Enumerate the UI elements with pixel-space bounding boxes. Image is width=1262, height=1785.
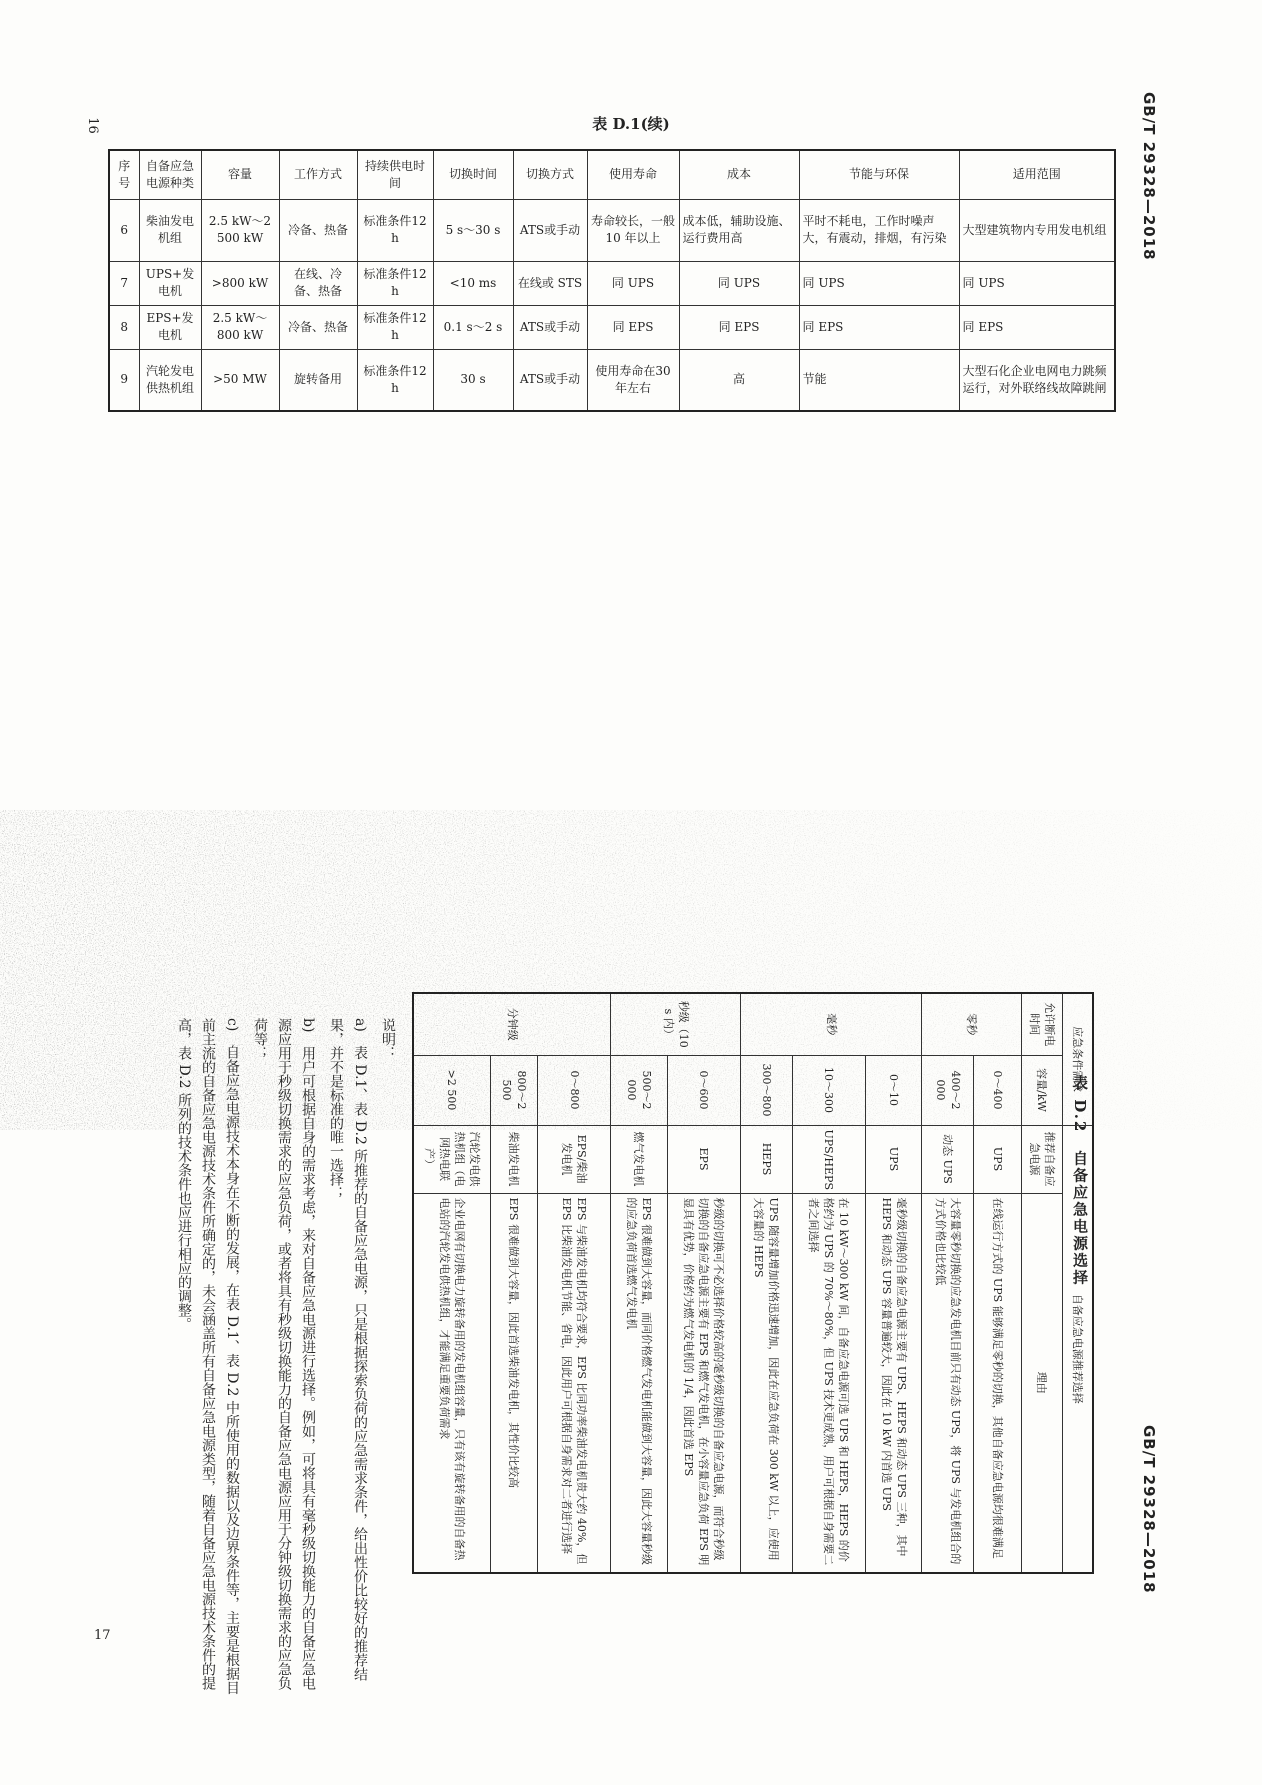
cell: HEPS [740, 1125, 792, 1193]
time-cell: 零秒 [922, 993, 1021, 1055]
cell: EPS+发电机 [139, 305, 201, 349]
cell: 冷备、热备 [279, 199, 357, 261]
header-cell: 容量 [201, 150, 279, 199]
header-cell: 工作方式 [279, 150, 357, 199]
cell: 0～600 [667, 1055, 740, 1125]
cell: 大型建筑物内专用发电机组 [959, 199, 1115, 261]
cell: UPS [865, 1125, 922, 1193]
cell: 5 s～30 s [433, 199, 513, 261]
table-d1 [108, 149, 1116, 412]
cell: 平时不耗电，工作时噪声大，有震动，排烟，有污染 [799, 199, 959, 261]
table-d2-container [412, 992, 1094, 1572]
cell: ATS或手动 [513, 349, 587, 411]
table-row [740, 993, 792, 1573]
cell: 成本低，辅助设施、运行费用高 [679, 199, 799, 261]
header-cell: 允许断电时间 [1021, 993, 1062, 1055]
cell: 0～800 [538, 1055, 611, 1125]
cell: 6 [109, 199, 139, 261]
cell: 动态 UPS [922, 1125, 974, 1193]
cell: 2.5 kW～2 500 kW [201, 199, 279, 261]
table-d2 [412, 992, 1094, 1574]
cell: EPS 与柴油发电机均符合要求，EPS 比同功率柴油发电机贵大约 40%，但 EPS 比柴油发电机节能、省电，因此用户可根据自身需求对二者进行选择 [538, 1193, 611, 1573]
cell: 在线运行方式的 UPS 能够满足零秒的切换，其他自备应急电源均很难满足 [974, 1193, 1021, 1573]
cell: 企业电网有切换电力旋转备用的发电机组容量，只有该有旋转备用的自备热电站的汽轮发电供热机组，才能满足重要负荷需求 [413, 1193, 490, 1573]
cell: 800～2 500 [490, 1055, 537, 1125]
page-number-top: 16 [84, 117, 100, 134]
header-cell: 容量/kW [1021, 1055, 1062, 1125]
header-cell: 自备应急电源种类 [139, 150, 201, 199]
cell: EPS/柴油发电机 [538, 1125, 611, 1193]
note-item: c) 自备应急电源技术本身在不断的发展，在表 D.1、表 D.2 中所使用的数据以及边界条件等，主要是根据目前主流的自备应急电源技术条件所确定的，未会涵盖所有自备应急电源类型，随着自备应急电源技术条件的提高，表 D.2 所列的技术条件也应进行相应的调整。 [176, 1018, 240, 1695]
standard-id-bottom: GB/T 29328—2018 [1140, 1425, 1158, 1594]
cell: 汽轮发电供热机组 [139, 349, 201, 411]
cell: EPS [667, 1125, 740, 1193]
cell: 燃气发电机 [611, 1125, 668, 1193]
cell: 节能 [799, 349, 959, 411]
cell: 使用寿命在30年左右 [587, 349, 679, 411]
cell: 500～2 000 [611, 1055, 668, 1125]
cell: 冷备、热备 [279, 305, 357, 349]
cell: 同 UPS [959, 261, 1115, 305]
cell: >50 MW [201, 349, 279, 411]
cell: 在线、冷备、热备 [279, 261, 357, 305]
table-row [792, 993, 865, 1573]
table-row [865, 993, 922, 1573]
cell: 柴油发电机组 [139, 199, 201, 261]
time-cell: 秒级（10 s 内） [611, 993, 741, 1055]
table-row [667, 993, 740, 1573]
header-cell: 节能与环保 [799, 150, 959, 199]
header-cell: 理由 [1021, 1193, 1062, 1573]
cell: ATS或手动 [513, 199, 587, 261]
group-header-recommend: 自备应急电源推荐选择 [1062, 1125, 1093, 1573]
cell: 0.1 s～2 s [433, 305, 513, 349]
cell: 同 EPS [587, 305, 679, 349]
table-row [490, 993, 537, 1573]
header-cell: 成本 [679, 150, 799, 199]
header-cell: 推荐自备应急电源 [1021, 1125, 1062, 1193]
cell: >2 500 [413, 1055, 490, 1125]
cell: 8 [109, 305, 139, 349]
table-row [109, 199, 1115, 261]
table-row [922, 993, 974, 1573]
note-item: b) 用户可根据自身的需求考虑，来对自备应急电源进行选择。例如，可将具有毫秒级切换能力的自备应急电源应用于秒级切换需求的应急负荷，或者将具有秒级切换能力的自备应急电源应用于分钟级切换需求的应急负荷等； [252, 1018, 316, 1691]
cell: 标准条件12 h [357, 305, 433, 349]
cell: 旋转备用 [279, 349, 357, 411]
cell: 同 UPS [799, 261, 959, 305]
time-cell: 分钟级 [413, 993, 611, 1055]
cell: 0～10 [865, 1055, 922, 1125]
cell: 同 UPS [587, 261, 679, 305]
standard-id-top: GB/T 29328—2018 [1140, 92, 1158, 261]
cell: UPS [974, 1125, 1021, 1193]
cell: 标准条件12 h [357, 261, 433, 305]
cell: 2.5 kW～800 kW [201, 305, 279, 349]
header-cell: 使用寿命 [587, 150, 679, 199]
notes-block [170, 1018, 400, 1698]
table-row [109, 305, 1115, 349]
header-cell: 序号 [109, 150, 139, 199]
cell: <10 ms [433, 261, 513, 305]
page-number-bottom: 17 [94, 1628, 111, 1643]
header-cell: 持续供电时间 [357, 150, 433, 199]
cell: 10～300 [792, 1055, 865, 1125]
cell: 300～800 [740, 1055, 792, 1125]
cell: 汽轮发电供热机组（电网热电联产） [413, 1125, 490, 1193]
cell: 同 EPS [679, 305, 799, 349]
cell: ATS或手动 [513, 305, 587, 349]
cell: 同 EPS [799, 305, 959, 349]
note-item: a) 表 D.1、表 D.2 所推荐的自备应急电源，只是根据探索负荷的应急需求条件，给出性价比较好的推荐结果，并不是标准的唯一选择； [328, 1018, 368, 1682]
cell: 标准条件12 h [357, 349, 433, 411]
cell: 高 [679, 349, 799, 411]
cell: 30 s [433, 349, 513, 411]
header-cell: 适用范围 [959, 150, 1115, 199]
header-cell: 切换方式 [513, 150, 587, 199]
group-header-conditions: 应急条件需求 [1062, 993, 1093, 1125]
cell: 7 [109, 261, 139, 305]
cell: 同 UPS [679, 261, 799, 305]
table-row [413, 993, 490, 1573]
cell: 在 10 kW～300 kW 间，自备应急电源可选 UPS 和 HEPS，HEPS 的价格约为 UPS 的 70%～80%，但 UPS 技术更成熟，用户可根据自身需要二者之间选择 [792, 1193, 865, 1573]
table-d2-title: 表 D.2 自备应急电源选择 [1071, 1075, 1089, 1287]
cell: UPS/HEPS [792, 1125, 865, 1193]
time-cell: 毫秒 [740, 993, 922, 1055]
cell: UPS 随容量增加价格迅速增加，因此在应急负荷在 300 kW 以上，应使用大容量的 HEPS [740, 1193, 792, 1573]
cell: 寿命较长，一般 10 年以上 [587, 199, 679, 261]
cell: EPS 很难做到大容量，而同价格燃气发电机能做到大容量，因此大容量秒级的应急负荷首选燃气发电机 [611, 1193, 668, 1573]
cell: 标准条件12 h [357, 199, 433, 261]
header-cell: 切换时间 [433, 150, 513, 199]
cell: 大型石化企业电网电力跳频运行，对外联络线故障跳闸 [959, 349, 1115, 411]
cell: 同 EPS [959, 305, 1115, 349]
cell: 0～400 [974, 1055, 1021, 1125]
table-d1-caption: 表 D.1(续) [592, 115, 670, 133]
cell: 大容量零秒切换的应急发电机目前只有动态 UPS，将 UPS 与发电机组合的方式价格也比较低 [922, 1193, 974, 1573]
table-header-row [109, 150, 1115, 199]
cell: 9 [109, 349, 139, 411]
cell: 柴油发电机 [490, 1125, 537, 1193]
cell: 400～2 000 [922, 1055, 974, 1125]
table-row [538, 993, 611, 1573]
table-row [109, 261, 1115, 305]
cell: 秒级的切换可不必选择价格较高的毫秒级切换的自备应急电源，而符合秒级切换的自备应急电源主要有 EPS 和燃气发电机，在小容量应急负荷 EPS 明显具有优势，价格约为燃气发电机的 1/4，因此首选 EPS [667, 1193, 740, 1573]
table-row [974, 993, 1021, 1573]
cell: UPS+发电机 [139, 261, 201, 305]
cell: 在线或 STS [513, 261, 587, 305]
notes-label: 说明： [380, 1018, 396, 1060]
cell: EPS 很难做到大容量，因此首选柴油发电机，其性价比较高 [490, 1193, 537, 1573]
cell: 毫秒级切换的自备应急电源主要有 UPS、HEPS 和动态 UPS 三种，其中 HEPS 和动态 UPS 容量普遍较大，因此在 10 kW 内首选 UPS [865, 1193, 922, 1573]
table-row [109, 349, 1115, 411]
cell: >800 kW [201, 261, 279, 305]
table-row [611, 993, 668, 1573]
